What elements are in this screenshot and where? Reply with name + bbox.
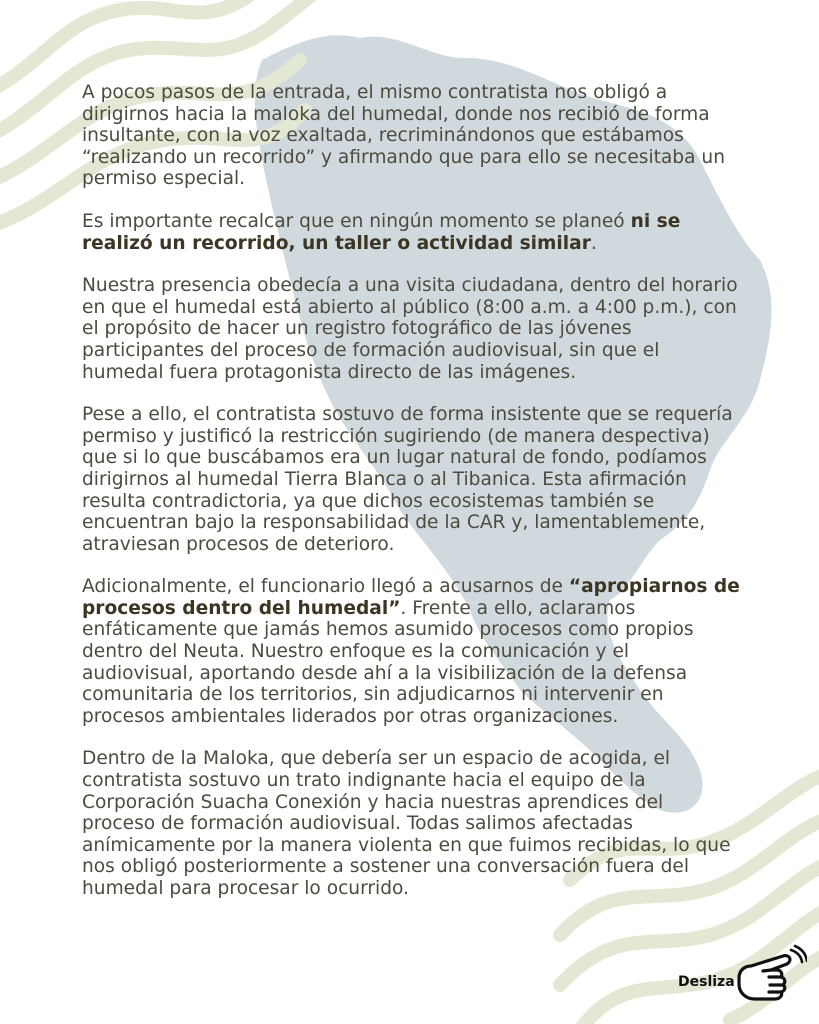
pointing-hand-icon [733,944,807,1004]
paragraph-6-text: Dentro de la Maloka, que debería ser un espacio de acogida, el contratista sostuvo un trato indignante hacia el equipo de la Corporación Suacha Conexión y hacia nuestras aprendices del proceso de formación audiovisual. Todas salimos afectadas anímicamente por la manera violenta en que fuimos recibidas, lo que nos obligó posteriormente a sostener una conversación fuera del humedal para procesar lo ocurrido. [82,748,731,899]
swipe-label: Desliza [678,974,735,990]
paragraph-1 [82,82,742,190]
paragraph-4 [82,404,742,555]
paragraph-2-emphasis: ni se realizó un recorrido, un taller o actividad similar [82,210,681,254]
paragraph-2-text: Es importante recalcar que en ningún momento se planeó [82,210,631,232]
paragraph-3 [82,275,742,383]
paragraph-5-emphasis: “apropiarnos de procesos dentro del humedal” [82,576,740,619]
paragraph-3-text: Nuestra presencia obedecía a una visita ciudadana, dentro del horario en que el humedal está abierto al público (8:00 a.m. a 4:00 p.m.), con el propósito de hacer un registro fotográfico de las jóvenes participantes del proceso de formación audiovisual, sin que el humedal fuera protagonista directo de las imágenes. [82,275,738,383]
paragraph-4-text: Pese a ello, el contratista sostuvo de forma insistente que se requería permiso y justificó la restricción sugiriendo (de manera despectiva) que si lo que buscábamos era un lugar natural de fondo, podíamos dirigirnos al humedal Tierra Blanca o al Tibanica. Esta afirmación resulta contradictoria, ya que dichos ecosistemas también se encuentran bajo la responsabilidad de la CAR y, lamentablemente, atraviesan procesos de deterioro. [82,404,733,555]
paragraph-1-text: A pocos pasos de la entrada, el mismo contratista nos obligó a dirigirnos hacia la maloka del humedal, donde nos recibió de forma insultante, con la voz exaltada, recriminándonos que estábamos “realizando un recorrido” y afirmando que para ello se necesitaba un permiso especial. [82,82,725,190]
swipe-indicator[interactable] [678,940,808,1010]
paragraph-5 [82,576,742,727]
paragraph-2-end: . [590,232,597,254]
paragraph-5-end: . Frente a ello, aclaramos enfáticamente que jamás hemos asumido procesos como propios dentro del Neuta. Nuestro enfoque es la comunicación y el audiovisual, aportando desde ahí a la visibilización de la defensa comunitaria de los territorios, sin adjudicarnos ni intervenir en procesos ambientales liderados por otras organizaciones. [82,597,694,727]
paragraph-2 [82,211,742,254]
article-body [82,82,742,921]
paragraph-5-text: Adicionalmente, el funcionario llegó a acusarnos de [82,576,569,598]
paragraph-6 [82,748,742,899]
